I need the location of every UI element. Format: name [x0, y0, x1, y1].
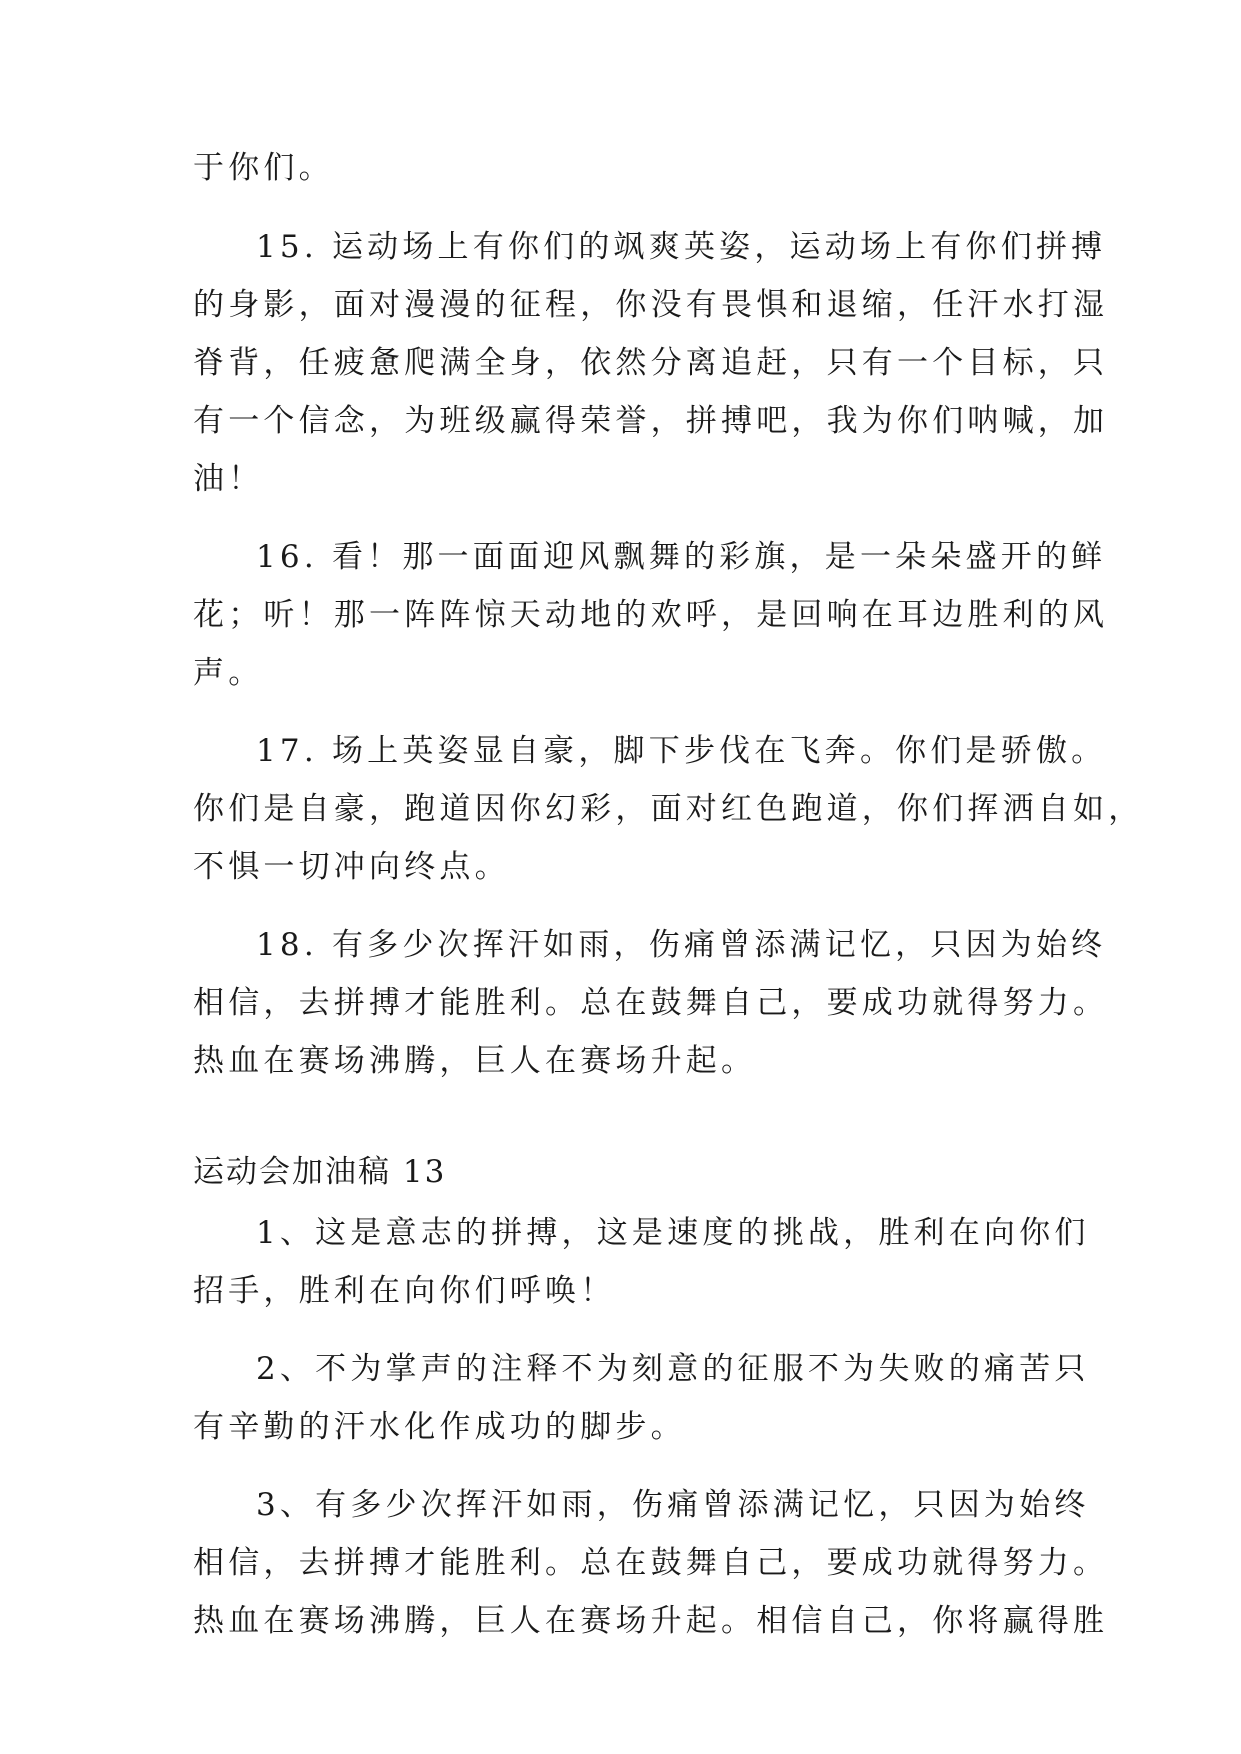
paragraph-line: 有一个信念，为班级赢得荣誉，拼搏吧，我为你们呐喊，加 — [193, 403, 1109, 439]
paragraph-line: 17. 场上英姿显自豪，脚下步伐在飞奔。你们是骄傲。 — [256, 733, 1107, 769]
paragraph-line: 油！ — [193, 461, 264, 497]
paragraph-line: 15. 运动场上有你们的飒爽英姿，运动场上有你们拼搏 — [256, 229, 1107, 265]
paragraph-line: 热血在赛场沸腾，巨人在赛场升起。 — [193, 1043, 757, 1079]
paragraph-line: 18. 有多少次挥汗如雨，伤痛曾添满记忆，只因为始终 — [256, 927, 1107, 963]
section-heading: 运动会加油稿 13 — [193, 1154, 447, 1190]
paragraph-line: 3、有多少次挥汗如雨，伤痛曾添满记忆，只因为始终 — [256, 1487, 1090, 1523]
paragraph-line: 花；听！那一阵阵惊天动地的欢呼，是回响在耳边胜利的风 — [193, 597, 1109, 633]
paragraph-line: 声。 — [193, 655, 264, 691]
paragraph-line: 16. 看！那一面面迎风飘舞的彩旗，是一朵朵盛开的鲜 — [256, 539, 1107, 575]
paragraph-line: 不惧一切冲向终点。 — [193, 849, 510, 885]
paragraph-line: 有辛勤的汗水化作成功的脚步。 — [193, 1409, 686, 1445]
paragraph-line: 相信，去拼搏才能胜利。总在鼓舞自己，要成功就得努力。 — [193, 1545, 1109, 1581]
paragraph-line: 你们是自豪，跑道因你幻彩，面对红色跑道，你们挥洒自如， — [193, 791, 1144, 827]
paragraph-line: 热血在赛场沸腾，巨人在赛场升起。相信自己，你将赢得胜 — [193, 1603, 1109, 1639]
paragraph-line: 的身影，面对漫漫的征程，你没有畏惧和退缩，任汗水打湿 — [193, 287, 1109, 323]
paragraph-line: 1、这是意志的拼搏，这是速度的挑战，胜利在向你们 — [256, 1215, 1090, 1251]
paragraph-line: 招手，胜利在向你们呼唤！ — [193, 1273, 616, 1309]
paragraph-line: 2、不为掌声的注释不为刻意的征服不为失败的痛苦只 — [256, 1351, 1090, 1387]
paragraph-line: 脊背，任疲惫爬满全身，依然分离追赶，只有一个目标，只 — [193, 345, 1109, 381]
paragraph-line: 相信，去拼搏才能胜利。总在鼓舞自己，要成功就得努力。 — [193, 985, 1109, 1021]
paragraph-continuation-line: 于你们。 — [193, 150, 334, 186]
